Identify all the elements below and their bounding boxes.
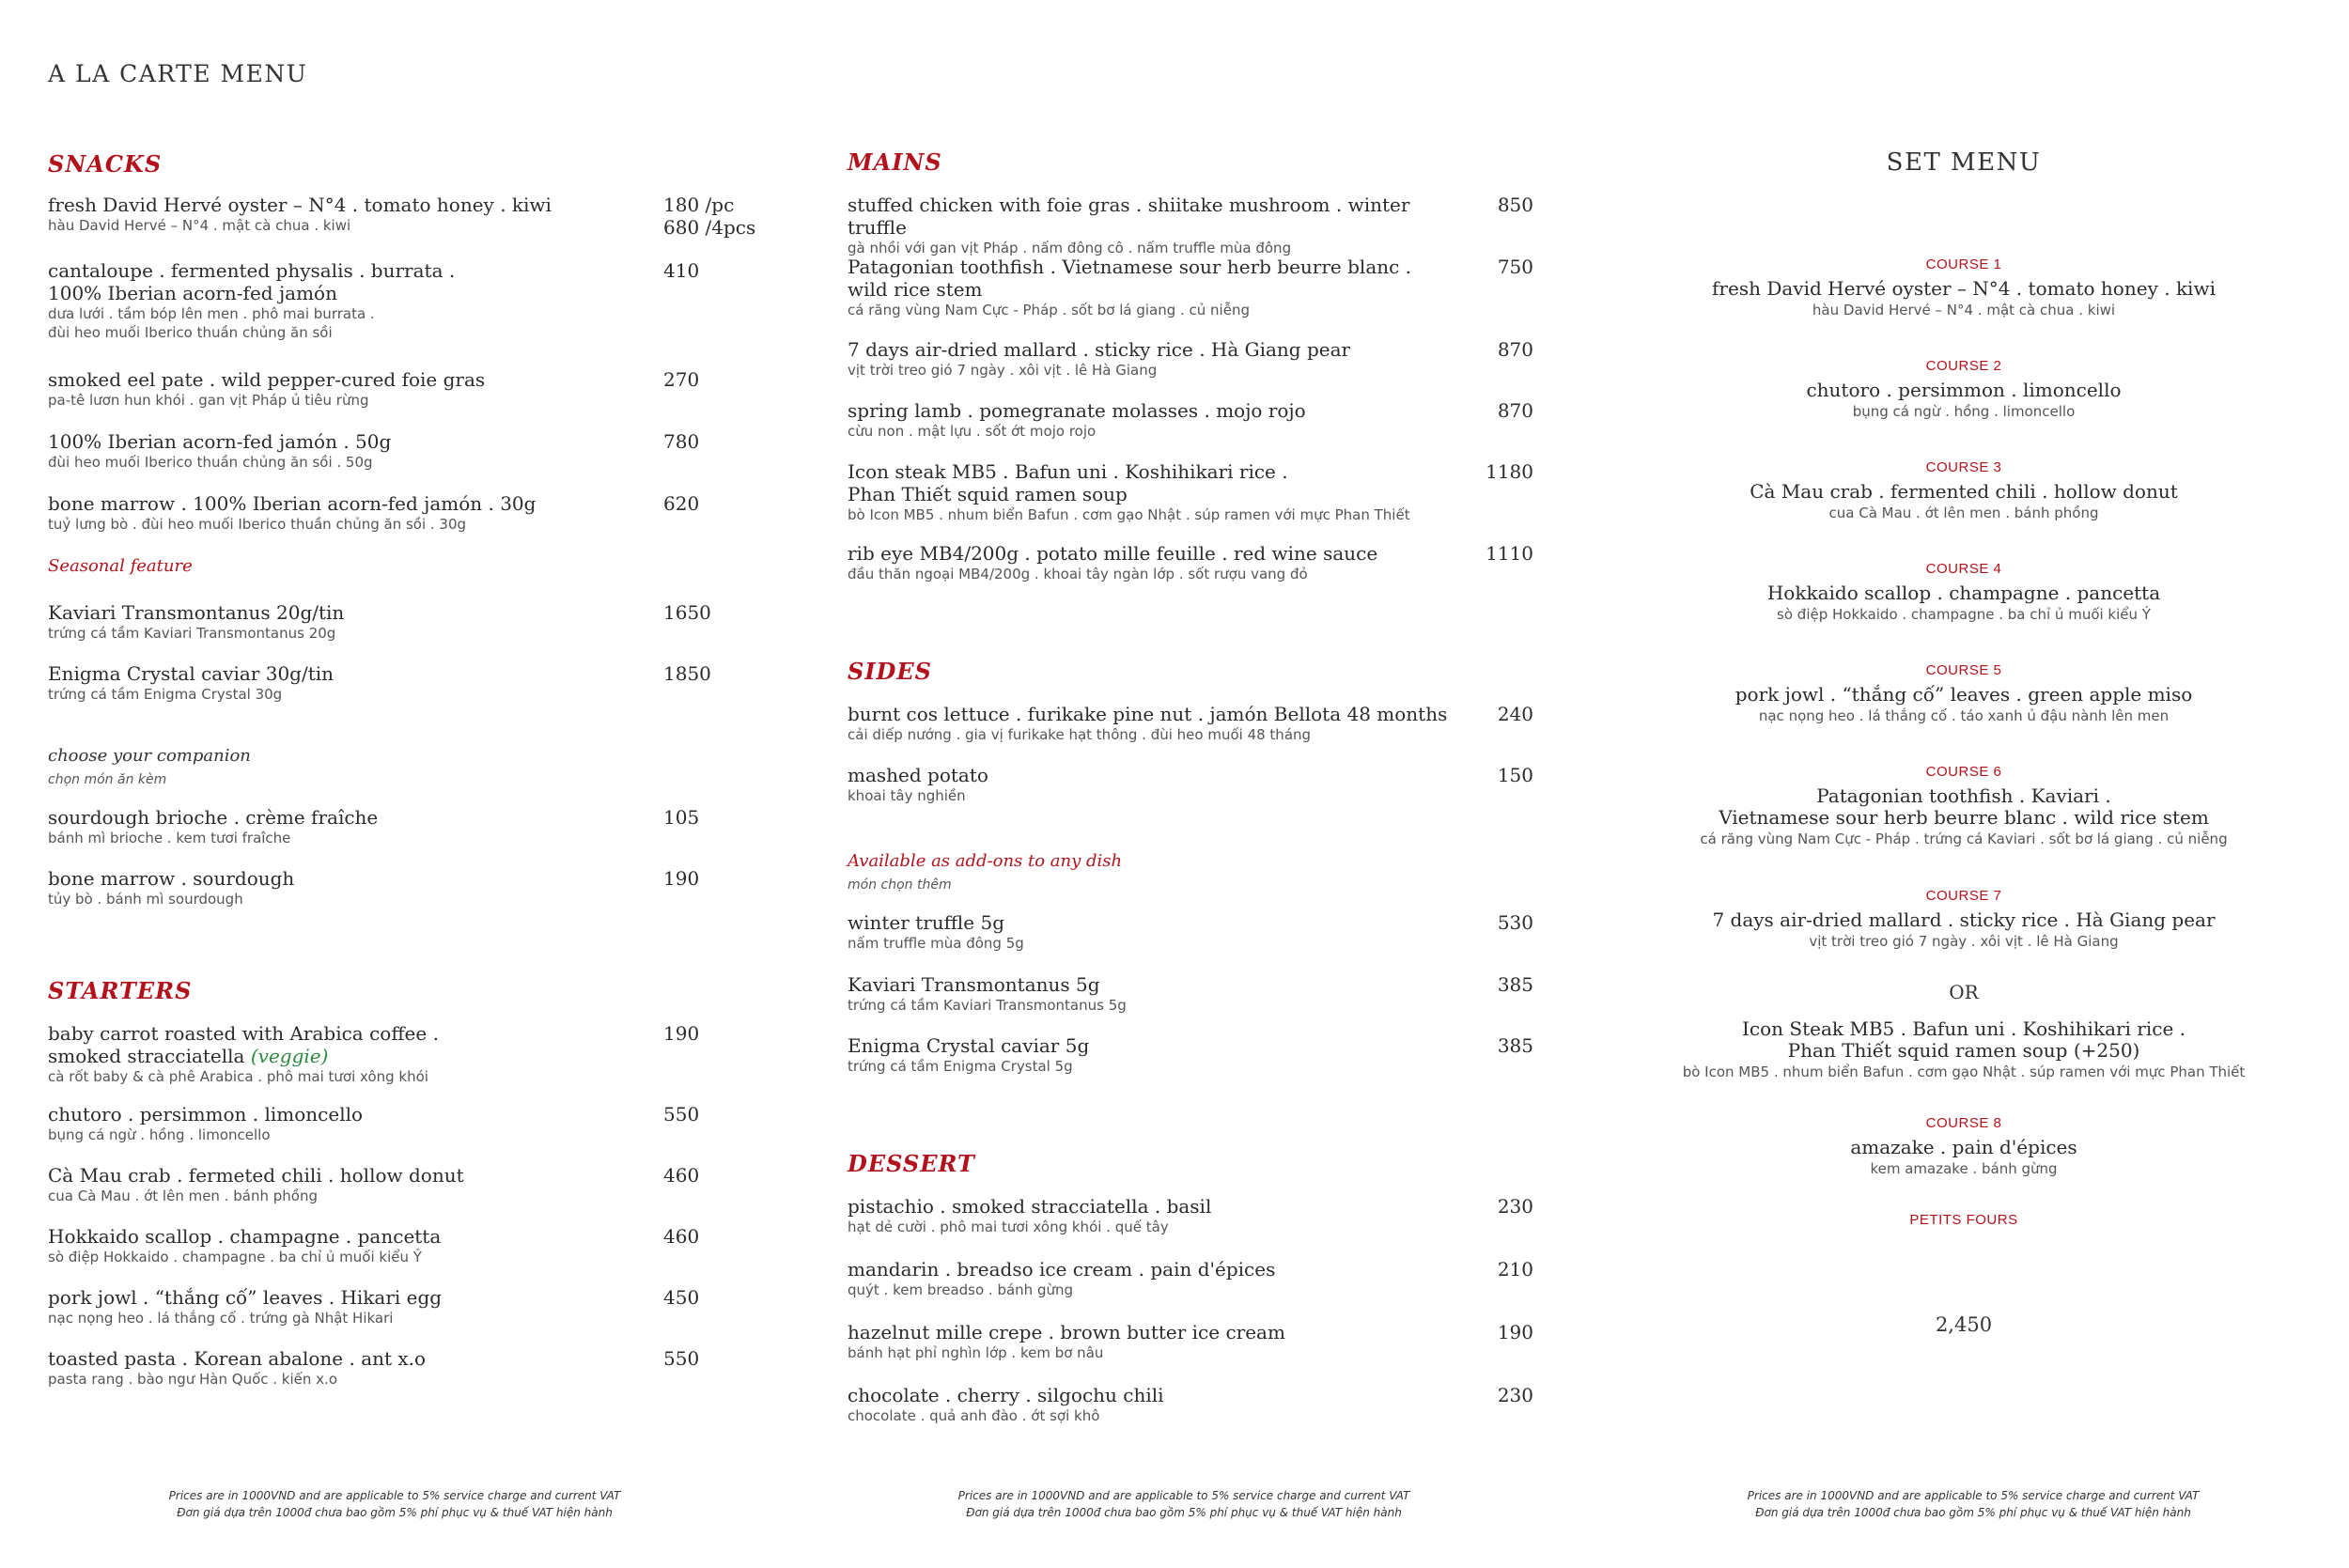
item-translation: trứng cá tầm Kaviari Transmontanus 5g: [848, 997, 1127, 1014]
companion-heading: choose your companion: [48, 746, 251, 766]
course-6: [1597, 763, 2330, 848]
course-name: fresh David Hervé oyster – N°4 . tomato honey . kiwi: [1712, 277, 2216, 300]
menu-item: [848, 460, 1543, 524]
course-label: COURSE 3: [1925, 459, 2002, 475]
item-price: 270: [663, 368, 700, 391]
sides-section: [848, 658, 1543, 686]
course-translation: kem amazake . bánh gừng: [1870, 1160, 2058, 1177]
item-translation: nạc nọng heo . lá thắng cố . trứng gà Nhật Hikari: [48, 1310, 394, 1327]
item-name: Enigma Crystal caviar 30g/tin: [48, 662, 334, 685]
menu-item: [848, 1258, 1543, 1299]
or-divider: OR: [1949, 981, 1979, 1003]
item-price: 850: [1497, 194, 1533, 216]
item-translation: bánh hạt phỉ nghìn lớp . kem bơ nâu: [848, 1344, 1104, 1361]
menu-item: [848, 338, 1543, 380]
menu-item: [848, 399, 1543, 441]
course-name: chutoro . persimmon . limoncello: [1806, 379, 2122, 401]
item-price: 750: [1497, 256, 1533, 278]
item-translation: tuỷ lưng bò . đùi heo muối Iberico thuần chủng ăn sồi . 30g: [48, 516, 467, 533]
course-name: Patagonian toothfish . Kaviari . Vietnamese sour herb beurre blanc . wild rice stem: [1719, 784, 2209, 829]
item-name: mashed potato: [848, 764, 988, 786]
item-translation: vịt trời treo gió 7 ngày . xôi vịt . lê Hà Giang: [848, 362, 1158, 379]
course-translation: hàu David Hervé – N°4 . mật cà chua . kiwi: [1812, 302, 2116, 318]
course-translation: cua Cà Mau . ớt lên men . bánh phồng: [1828, 505, 2099, 521]
course-name: 7 days air-dried mallard . sticky rice . Hà Giang pear: [1712, 908, 2216, 931]
item-name: burnt cos lettuce . furikake pine nut . jamón Bellota 48 months: [848, 703, 1448, 725]
course-7-alternative: [1597, 1015, 2330, 1081]
section-title-starters: STARTERS: [48, 977, 193, 1004]
item-name: bone marrow . 100% Iberian acorn-fed jamón . 30g: [48, 492, 537, 515]
course-8: [1597, 1114, 2330, 1178]
footnote-line-vi: Đơn giá dựa trên 1000đ chưa bao gồm 5% phí phục vụ & thuế VAT hiện hành: [177, 1506, 613, 1519]
course-label: COURSE 8: [1925, 1115, 2002, 1131]
menu-item: [48, 1225, 762, 1266]
item-name: hazelnut mille crepe . brown butter ice cream: [848, 1321, 1285, 1343]
item-translation: pa-tê lươn hun khói . gan vịt Pháp ủ tiêu rừng: [48, 392, 369, 409]
petits-fours-label: PETITS FOURS: [1909, 1212, 2018, 1228]
item-price: 190: [1497, 1321, 1533, 1343]
course-label: COURSE 7: [1925, 888, 2002, 904]
item-translation: khoai tây nghiền: [848, 787, 966, 804]
item-translation: chocolate . quả anh đào . ớt sợi khô: [848, 1407, 1100, 1424]
addons-heading: Available as add-ons to any dish: [848, 851, 1123, 871]
item-price: 450: [663, 1286, 700, 1309]
item-translation: cà rốt baby & cà phê Arabica . phô mai tươi xông khói: [48, 1068, 428, 1085]
course-translation: vịt trời treo gió 7 ngày . xôi vịt . lê Hà Giang: [1809, 933, 2119, 950]
menu-item: [48, 430, 762, 472]
course-label: COURSE 2: [1925, 358, 2002, 374]
course-translation: nạc nọng heo . lá thắng cố . táo xanh ủ đậu nành lên men: [1758, 707, 2170, 724]
course-name: Cà Mau crab . fermented chili . hollow donut: [1750, 480, 2178, 503]
item-price: 230: [1497, 1384, 1533, 1406]
item-name: Hokkaido scallop . champagne . pancetta: [48, 1225, 442, 1248]
item-translation: gà nhồi với gan vịt Pháp . nấm đông cô . nấm truffle mùa đông: [848, 240, 1292, 256]
item-translation: hàu David Hervé – N°4 . mật cà chua . kiwi: [48, 217, 351, 234]
item-price: 550: [663, 1103, 700, 1126]
course-translation: cá răng vùng Nam Cực - Pháp . trứng cá Kaviari . sốt bơ lá giang . củ niễng: [1700, 831, 2228, 847]
footnote-line-vi: Đơn giá dựa trên 1000đ chưa bao gồm 5% phí phục vụ & thuế VAT hiện hành: [1755, 1506, 2191, 1519]
item-name: chutoro . persimmon . limoncello: [48, 1103, 364, 1126]
item-name: Patagonian toothfish . Vietnamese sour herb beurre blanc . wild rice stem: [848, 256, 1412, 301]
snacks-section: [48, 150, 762, 179]
section-title-snacks: SNACKS: [48, 150, 163, 178]
item-translation: bụng cá ngừ . hồng . limoncello: [48, 1126, 271, 1143]
menu-item: [48, 662, 762, 704]
item-translation: bánh mì brioche . kem tươi fraîche: [48, 830, 291, 846]
item-price: 210: [1497, 1258, 1533, 1281]
item-price: 550: [663, 1347, 700, 1370]
item-translation: tủy bò . bánh mì sourdough: [48, 891, 243, 908]
item-price: 620: [663, 492, 700, 515]
item-name: pork jowl . “thắng cố” leaves . Hikari egg: [48, 1286, 443, 1309]
section-title-sides: SIDES: [848, 658, 932, 685]
course-label: COURSE 4: [1925, 561, 2002, 577]
item-name: [48, 1022, 649, 1067]
menu-item: [848, 194, 1543, 257]
menu-item: [48, 806, 762, 847]
item-price: 385: [1497, 973, 1533, 996]
item-price: 190: [663, 867, 700, 890]
course-label: COURSE 1: [1925, 256, 2002, 272]
menu-item: [48, 867, 762, 908]
menu-item: [48, 1286, 762, 1327]
section-title-dessert: DESSERT: [848, 1150, 975, 1177]
course-1: [1597, 256, 2330, 319]
menu-item: [48, 601, 762, 643]
item-name: smoked eel pate . wild pepper-cured foie gras: [48, 368, 486, 391]
course-translation: bò Icon MB5 . nhum biển Bafun . cơm gạo Nhật . súp ramen với mực Phan Thiết: [1682, 1063, 2246, 1080]
menu-item: [48, 1103, 762, 1144]
course-7: [1597, 887, 2330, 951]
item-name: sourdough brioche . crème fraîche: [48, 806, 379, 829]
item-price: 1650: [663, 601, 711, 624]
menu-item: [848, 1034, 1543, 1076]
item-name: chocolate . cherry . silgochu chili: [848, 1384, 1164, 1406]
menu-item: [848, 703, 1543, 744]
item-price: 530: [1497, 911, 1533, 934]
item-price: 150: [1497, 764, 1533, 786]
menu-item: [48, 1347, 762, 1389]
menu-item: [848, 1321, 1543, 1362]
item-translation: trứng cá tầm Enigma Crystal 30g: [48, 686, 283, 703]
menu-item: [848, 973, 1543, 1015]
price-footnote: [1729, 1487, 2217, 1521]
item-price: 460: [663, 1164, 700, 1187]
item-name: cantaloupe . fermented physalis . burrata . 100% Iberian acorn-fed jamón: [48, 259, 456, 304]
menu-item: [48, 368, 762, 410]
price-footnote: [940, 1487, 1428, 1521]
item-name: winter truffle 5g: [848, 911, 1004, 934]
item-price: 240: [1497, 703, 1533, 725]
item-translation: đùi heo muối Iberico thuần chủng ăn sồi . 50g: [48, 454, 373, 471]
item-name: fresh David Hervé oyster – N°4 . tomato honey . kiwi: [48, 194, 552, 216]
dessert-section: [848, 1150, 1543, 1178]
item-price: 1180: [1486, 460, 1533, 483]
item-name: bone marrow . sourdough: [48, 867, 295, 890]
item-name: Cà Mau crab . fermeted chili . hollow donut: [48, 1164, 464, 1187]
item-price: 870: [1497, 338, 1533, 361]
course-name: Icon Steak MB5 . Bafun uni . Koshihikari rice . Phan Thiết squid ramen soup (+250): [1741, 1017, 2186, 1062]
menu-item: [48, 1022, 762, 1086]
menu-item: [848, 256, 1543, 319]
page-title: A LA CARTE MENU: [48, 60, 308, 87]
item-translation: quýt . kem breadso . bánh gừng: [848, 1281, 1073, 1298]
course-name: amazake . pain d'épices: [1850, 1136, 2077, 1158]
item-translation: trứng cá tầm Kaviari Transmontanus 20g: [48, 625, 336, 642]
course-name: pork jowl . “thắng cố” leaves . green apple miso: [1735, 683, 2193, 706]
item-price: 870: [1497, 399, 1533, 422]
item-name: Enigma Crystal caviar 5g: [848, 1034, 1090, 1057]
course-translation: sò điệp Hokkaido . champagne . ba chỉ ủ muối kiểu Ý: [1777, 606, 2151, 623]
item-name: Kaviari Transmontanus 5g: [848, 973, 1100, 996]
mains-section: [848, 148, 1543, 177]
item-translation: trứng cá tầm Enigma Crystal 5g: [848, 1058, 1073, 1075]
item-translation: cừu non . mật lựu . sốt ớt mojo rojo: [848, 423, 1097, 440]
item-price: 1850: [663, 662, 711, 685]
item-translation: cua Cà Mau . ớt lên men . bánh phồng: [48, 1188, 318, 1204]
course-5: [1597, 661, 2330, 725]
item-price: 385: [1497, 1034, 1533, 1057]
item-price: 190: [663, 1022, 700, 1045]
menu-item: [848, 764, 1543, 805]
item-name: toasted pasta . Korean abalone . ant x.o: [48, 1347, 427, 1370]
section-title-mains: MAINS: [848, 148, 942, 176]
item-translation: pasta rang . bào ngư Hàn Quốc . kiến x.o: [48, 1371, 337, 1388]
footnote-line-vi: Đơn giá dựa trên 1000đ chưa bao gồm 5% phí phục vụ & thuế VAT hiện hành: [966, 1506, 1402, 1519]
item-price: 180 /pc 680 /4pcs: [663, 194, 756, 239]
addons-note: món chọn thêm: [848, 877, 952, 893]
course-3: [1597, 458, 2330, 522]
item-name: 100% Iberian acorn-fed jamón . 50g: [48, 430, 392, 453]
item-translation: cải diếp nướng . gia vị furikake hạt thông . đùi heo muối 48 tháng: [848, 726, 1312, 743]
item-price: 460: [663, 1225, 700, 1248]
course-4: [1597, 560, 2330, 624]
veggie-tag: (veggie): [250, 1045, 329, 1067]
item-price: 105: [663, 806, 700, 829]
set-menu-title: SET MENU: [1886, 148, 2042, 177]
companion-note: chọn món ăn kèm: [48, 772, 167, 787]
item-price: 230: [1497, 1195, 1533, 1218]
item-name: rib eye MB4/200g . potato mille feuille . red wine sauce: [848, 542, 1378, 565]
course-2: [1597, 357, 2330, 421]
item-name: Icon steak MB5 . Bafun uni . Koshihikari rice . Phan Thiết squid ramen soup: [848, 460, 1288, 505]
item-translation: sò điệp Hokkaido . champagne . ba chỉ ủ muối kiểu Ý: [48, 1249, 422, 1265]
item-translation: nấm truffle mùa đông 5g: [848, 935, 1024, 952]
item-name: 7 days air-dried mallard . sticky rice . Hà Giang pear: [848, 338, 1351, 361]
course-translation: bụng cá ngừ . hồng . limoncello: [1852, 403, 2076, 420]
starters-section: [48, 977, 762, 1005]
item-name: mandarin . breadso ice cream . pain d'épices: [848, 1258, 1276, 1281]
menu-item: [48, 1164, 762, 1205]
menu-item: [48, 492, 762, 534]
menu-item: [848, 1195, 1543, 1236]
menu-item: [848, 911, 1543, 953]
item-translation: hạt dẻ cười . phô mai tươi xông khói . quế tây: [848, 1219, 1169, 1235]
item-name: stuffed chicken with foie gras . shiitake mushroom . winter truffle: [848, 194, 1410, 239]
item-translation: bò Icon MB5 . nhum biển Bafun . cơm gạo Nhật . súp ramen với mực Phan Thiết: [848, 506, 1410, 523]
price-footnote: [150, 1487, 639, 1521]
item-price: 780: [663, 430, 700, 453]
item-translation: đầu thăn ngoại MB4/200g . khoai tây ngàn lớp . sốt rượu vang đỏ: [848, 566, 1308, 582]
item-name-text: baby carrot roasted with Arabica coffee . smoked stracciatella: [48, 1022, 439, 1067]
course-label: COURSE 5: [1925, 662, 2002, 678]
footnote-line-en: Prices are in 1000VND and are applicable to 5% service charge and current VAT: [168, 1489, 621, 1502]
menu-item: [848, 1384, 1543, 1425]
item-translation: dưa lưới . tầm bóp lên men . phô mai burrata . đùi heo muối Iberico thuần chủng ăn sồi: [48, 305, 375, 341]
item-price: 410: [663, 259, 700, 282]
menu-item: [48, 259, 762, 342]
menu-item: [48, 194, 762, 239]
footnote-line-en: Prices are in 1000VND and are applicable to 5% service charge and current VAT: [957, 1489, 1410, 1502]
menu-item: [848, 542, 1543, 583]
item-name: pistachio . smoked stracciatella . basil: [848, 1195, 1212, 1218]
item-name: Kaviari Transmontanus 20g/tin: [48, 601, 345, 624]
course-label: COURSE 6: [1925, 764, 2002, 780]
footnote-line-en: Prices are in 1000VND and are applicable to 5% service charge and current VAT: [1747, 1489, 2200, 1502]
seasonal-feature-heading: Seasonal feature: [48, 556, 193, 576]
course-name: Hokkaido scallop . champagne . pancetta: [1766, 582, 2161, 604]
item-price: 1110: [1486, 542, 1533, 565]
item-name: spring lamb . pomegranate molasses . mojo rojo: [848, 399, 1306, 422]
item-translation: cá răng vùng Nam Cực - Pháp . sốt bơ lá giang . củ niễng: [848, 302, 1250, 318]
set-menu-price: 2,450: [1935, 1313, 1993, 1336]
